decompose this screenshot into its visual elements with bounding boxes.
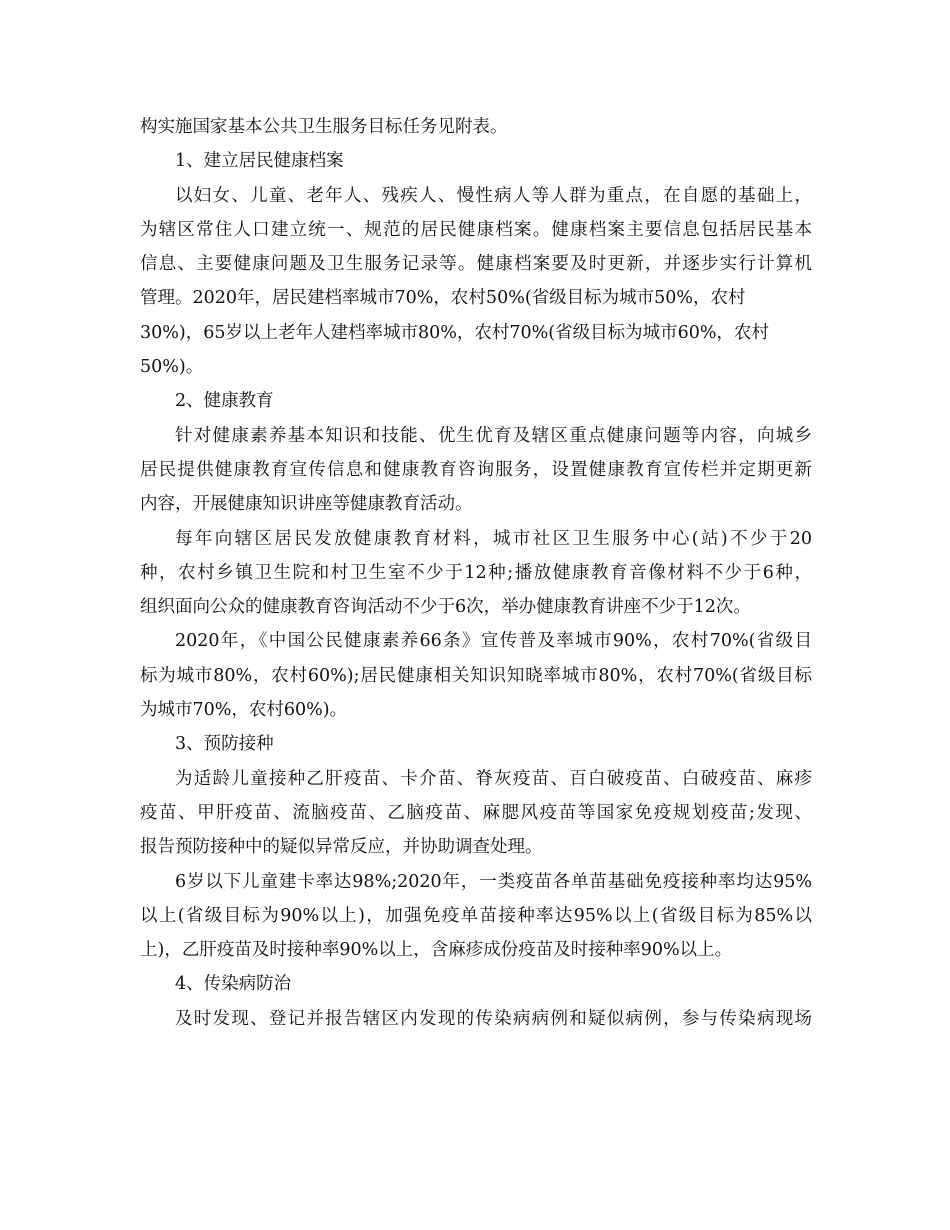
text-line: 居民提供健康教育宣传信息和健康教育咨询服务，设置健康教育宣传栏并定期更新 (140, 459, 812, 480)
text-line: 组织面向公众的健康教育咨询活动不少于6次，举办健康教育讲座不少于12次。 (140, 597, 751, 618)
text-line: 3、预防接种 (175, 734, 274, 755)
text-line: 构实施国家基本公共卫生服务目标任务见附表。 (140, 117, 508, 137)
text-line: 以妇女、儿童、老年人、残疾人、慢性病人等人群为重点，在自愿的基础上， (175, 185, 812, 206)
text-line: 以上(省级目标为90%以上)，加强免疫单苗接种率达95%以上(省级目标为85%以 (140, 905, 812, 926)
text-line: 为适龄儿童接种乙肝疫苗、卡介苗、脊灰疫苗、百白破疫苗、白破疫苗、麻疹 (175, 768, 812, 789)
document-page (140, 110, 812, 1036)
text-line: 50%)。 (140, 357, 204, 378)
text-line: 1、建立居民健康档案 (175, 151, 344, 172)
text-line: 信息、主要健康问题及卫生服务记录等。健康档案要及时更新，并逐步实行计算机 (140, 254, 812, 275)
text-line: 报告预防接种中的疑似异常反应，并协助调查处理。 (140, 837, 543, 858)
text-line: 30%)，65岁以上老年人建档率城市80%，农村70%(省级目标为城市60%，农村 (140, 322, 770, 343)
text-line: 6岁以下儿童建卡率达98%;2020年，一类疫苗各单苗基础免疫接种率均达95% (175, 871, 812, 892)
text-line: 及时发现、登记并报告辖区内发现的传染病病例和疑似病例，参与传染病现场 (175, 1008, 812, 1029)
text-line: 针对健康素养基本知识和技能、优生优育及辖区重点健康问题等内容，向城乡 (175, 425, 812, 446)
text-line: 疫苗、甲肝疫苗、流脑疫苗、乙脑疫苗、麻腮风疫苗等国家免疫规划疫苗;发现、 (140, 802, 812, 823)
text-line: 上)，乙肝疫苗及时接种率90%以上，含麻疹成份疫苗及时接种率90%以上。 (140, 940, 733, 961)
text-line: 2020年，《中国公民健康素养66条》宣传普及率城市90%，农村70%(省级目 (175, 631, 812, 652)
text-line: 标为城市80%，农村60%);居民健康相关知识知晓率城市80%，农村70%(省级目标 (140, 665, 812, 686)
text-line: 每年向辖区居民发放健康教育材料，城市社区卫生服务中心(站)不少于20 (175, 528, 812, 549)
text-line: 为辖区常住人口建立统一、规范的居民健康档案。健康档案主要信息包括居民基本 (140, 219, 812, 240)
text-line: 种，农村乡镇卫生院和村卫生室不少于12种;播放健康教育音像材料不少于6种， (140, 562, 812, 583)
text-line: 为城市70%，农村60%)。 (140, 700, 348, 721)
text-line: 内容，开展健康知识讲座等健康教育活动。 (140, 494, 473, 515)
text-line: 4、传染病防治 (175, 974, 292, 995)
text-line: 管理。2020年，居民建档率城市70%，农村50%(省级目标为城市50%，农村 (140, 288, 746, 309)
text-line: 2、健康教育 (175, 391, 274, 412)
